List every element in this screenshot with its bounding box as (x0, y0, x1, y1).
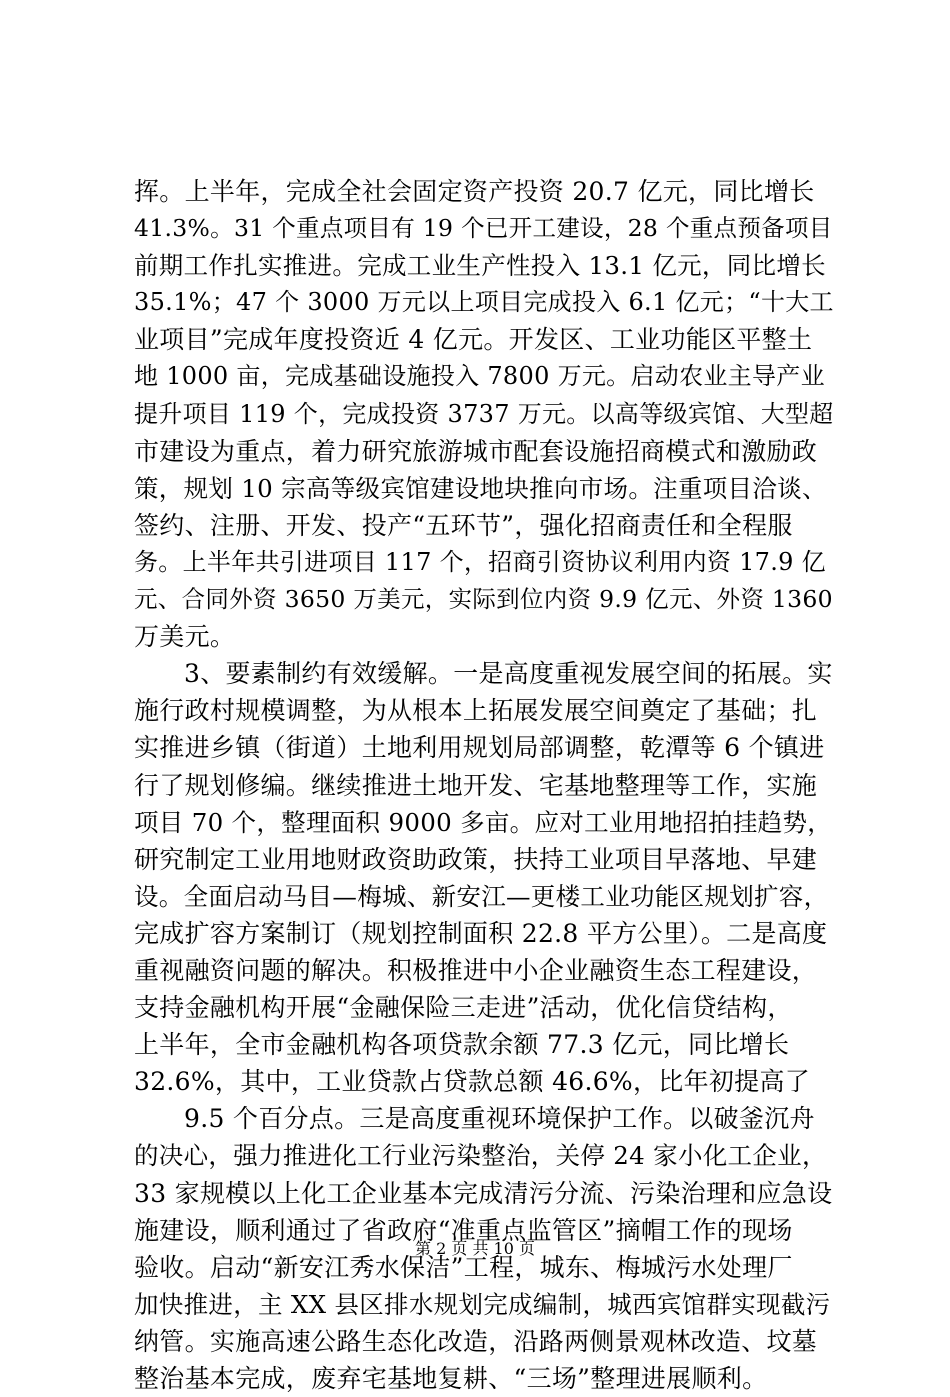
text-line: 行了规划修编。继续推进土地开发、宅基地整理等工作，实施 (134, 770, 818, 800)
text-line: 35.1%；47 个 3000 万元以上项目完成投入 6.1 亿元；“十大工 (134, 288, 834, 317)
text-line: 纳管。实施高速公路生态化改造，沿路两侧景观林改造、坟墓 (134, 1326, 818, 1356)
page-footer: 第 2 页 共 10 页 (415, 1239, 535, 1258)
text-line: 41.3%。31 个重点项目有 19 个已开工建设，28 个重点预备项目 (134, 214, 833, 243)
text-line: 签约、注册、开发、投产“五环节”，强化招商责任和全程服 (134, 510, 793, 540)
document-body (134, 173, 834, 1397)
paragraph-start-line: 3、要素制约有效缓解。一是高度重视发展空间的拓展。实 (184, 659, 833, 689)
text-line: 重视融资问题的解决。积极推进中小企业融资生态工程建设， (134, 955, 818, 985)
text-line: 32.6%，其中，工业贷款占贷款总额 46.6%，比年初提高了 (134, 1067, 811, 1097)
text-line: 整治基本完成，废弃宅基地复耕、“三场”整理进展顺利。 (134, 1364, 768, 1393)
text-line: 策，规划 10 宗高等级宾馆建设地块推向市场。注重项目洽谈、 (134, 473, 827, 503)
text-line: 加快推进，主 XX 县区排水规划完成编制，城西宾馆群实现截污 (134, 1289, 831, 1319)
text-line: 研究制定工业用地财政资助政策，扶持工业项目早落地、早建 (134, 844, 818, 874)
text-line: 业项目”完成年度投资近 4 亿元。开发区、工业功能区平整土 (134, 325, 813, 355)
text-line: 元、合同外资 3650 万美元，实际到位内资 9.9 亿元、外资 1360 (134, 585, 833, 614)
text-line: 施行政村规模调整，为从根本上拓展发展空间奠定了基础；扎 (134, 696, 818, 726)
text-line: 的决心，强力推进化工行业污染整治，关停 24 家小化工企业， (134, 1141, 827, 1171)
text-line: 实推进乡镇（街道）土地利用规划局部调整，乾潭等 6 个镇进 (134, 733, 825, 763)
text-line: 提升项目 119 个，完成投资 3737 万元。以高等级宾馆、大型超 (134, 399, 834, 428)
text-line: 完成扩容方案制订（规划控制面积 22.8 平方公里）。二是高度 (134, 918, 828, 948)
text-line: 验收。启动“新安江秀水保洁”工程，城东、梅城污水处理厂 (134, 1252, 793, 1282)
text-line: 33 家规模以上化工企业基本完成清污分流、污染治理和应急设 (134, 1178, 833, 1208)
text-line: 务。上半年共引进项目 117 个，招商引资协议利用内资 17.9 亿 (134, 547, 826, 576)
text-line: 施建设，顺利通过了省政府“准重点监管区”摘帽工作的现场 (134, 1215, 793, 1245)
text-line: 上半年，全市金融机构各项贷款余额 77.3 亿元，同比增长 (134, 1030, 790, 1060)
text-line: 挥。上半年，完成全社会固定资产投资 20.7 亿元，同比增长 (134, 177, 815, 206)
text-line: 前期工作扎实推进。完成工业生产性投入 13.1 亿元，同比增长 (134, 251, 826, 281)
text-line: 支持金融机构开展“金融保险三走进”活动，优化信贷结构， (134, 993, 793, 1023)
text-line: 市建设为重点，着力研究旅游城市配套设施招商模式和激励政 (134, 436, 818, 466)
text-line: 地 1000 亩，完成基础设施投入 7800 万元。启动农业主导产业 (134, 362, 825, 391)
paragraph-start-line: 9.5 个百分点。三是高度重视环境保护工作。以破釜沉舟 (184, 1104, 815, 1134)
text-line: 项目 70 个，整理面积 9000 多亩。应对工业用地招拍挂趋势， (134, 807, 833, 837)
text-line: 万美元。 (134, 622, 236, 652)
text-line: 设。全面启动马目—梅城、新安江—更楼工业功能区规划扩容， (134, 881, 829, 911)
